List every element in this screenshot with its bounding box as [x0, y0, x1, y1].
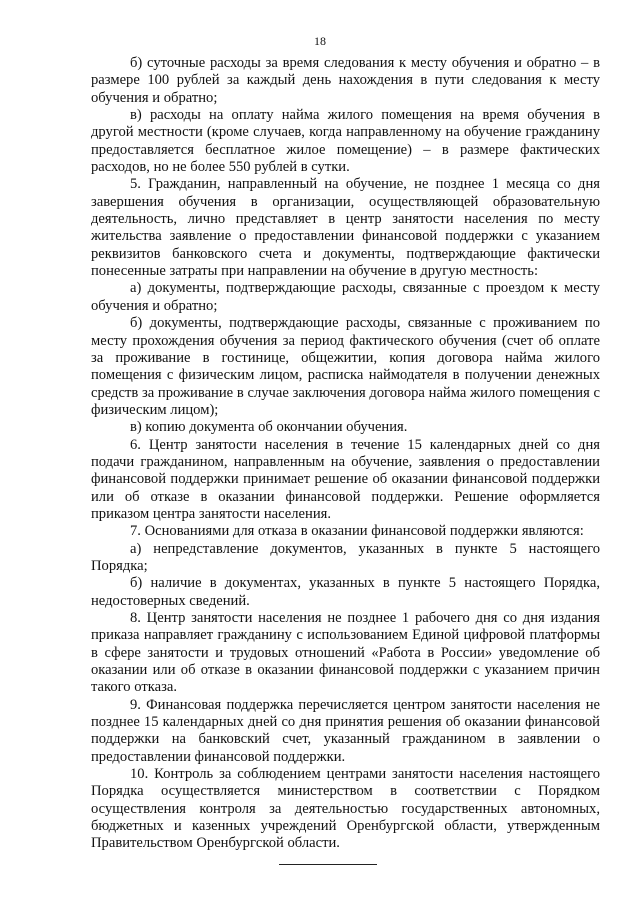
paragraph-clause-9: 9. Финансовая поддержка перечисляется центром занятости населения не позднее 15 календарных дней со дня принятия решения об оказании финансовой поддержки на банковский счет, указанный гражданином в заявлении о предоставлении финансовой поддержки.	[91, 696, 600, 765]
paragraph-clause-7b: б) наличие в документах, указанных в пункте 5 настоящего Порядка, недостоверных сведений.	[91, 575, 600, 609]
paragraph-clause-7a: а) непредставление документов, указанных в пункте 5 настоящего Порядка;	[91, 540, 600, 574]
paragraph-clause-6: 6. Центр занятости населения в течение 15 календарных дней со дня подачи гражданином, направленным на обучение, заявления о предоставлении финансовой поддержки принимает решение об оказании финансовой поддержки или об отказе в оказании финансовой поддержки. Решение оформляется приказом центра занятости населения.	[91, 436, 600, 522]
paragraph-clause-7: 7. Основаниями для отказа в оказании финансовой поддержки являются:	[130, 523, 584, 540]
paragraph-clause-10: 10. Контроль за соблюдением центрами занятости населения настоящего Порядка осуществляется министерством в соответствии с Порядком осуществления контроля за деятельностью государственных автономных, бюджетных и казенных учреждений Оренбургской области, утвержденным Правительством Оренбургской области.	[91, 766, 600, 852]
paragraph-expense-housing: в) расходы на оплату найма жилого помещения на время обучения в другой местности (кроме случаев, когда направленному на обучение гражданину предоставляется бесплатное жилое помещение) – в размере фактических расходов, но не более 550 рублей в сутки.	[91, 107, 600, 176]
end-of-document-rule	[279, 864, 377, 865]
paragraph-clause-5b: б) документы, подтверждающие расходы, связанные с проживанием по месту прохождения обучения за период фактического обучения (счет об оплате за проживание в гостинице, общежитии, копия договора найма жилого помещения с физическим лицом, расписка наймодателя в получении денежных средств за проживание в случае заключения договора найма жилого помещения с физическим лицом);	[91, 315, 600, 418]
paragraph-expense-daily-allowance: б) суточные расходы за время следования к месту обучения и обратно – в размере 100 рублей за каждый день нахождения в пути следования к месту обучения и обратно;	[91, 55, 600, 106]
paragraph-clause-5: 5. Гражданин, направленный на обучение, не позднее 1 месяца со дня завершения обучения в организации, осуществляющей образовательную деятельность, лично представляет в центр занятости населения по месту жительства заявление о предоставлении финансовой поддержки с указанием реквизитов банковского счета и документы, подтверждающие фактически понесенные затраты при направлении на обучение в другую местность:	[91, 176, 600, 280]
paragraph-clause-8: 8. Центр занятости населения не позднее 1 рабочего дня со дня издания приказа направляет гражданину с использованием Единой цифровой платформы в сфере занятости и трудовых отношений «Работа в России» уведомление об оказании или об отказе в оказании финансовой поддержки с указанием причин такого отказа.	[91, 610, 600, 696]
document-body	[91, 55, 600, 853]
page-number: 18	[314, 34, 326, 48]
paragraph-clause-5a: а) документы, подтверждающие расходы, связанные с проездом к месту обучения и обратно;	[91, 280, 600, 314]
paragraph-clause-5c: в) копию документа об окончании обучения.	[130, 419, 408, 436]
